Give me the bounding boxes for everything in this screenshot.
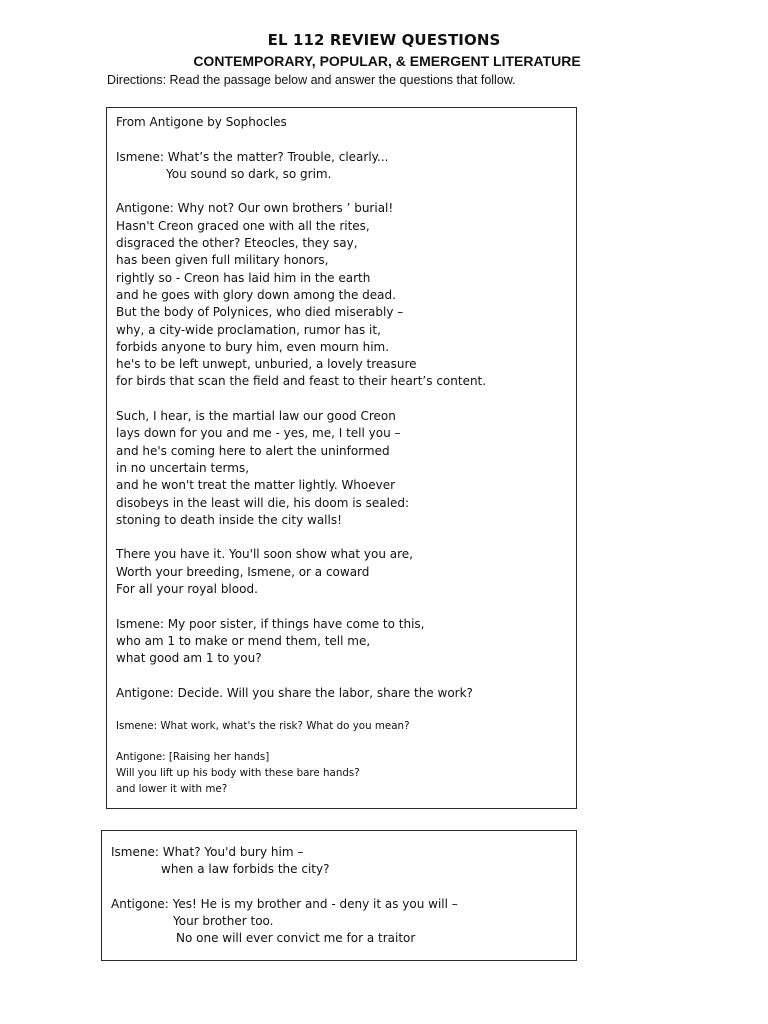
text-line: Antigone: [Raising her hands] bbox=[116, 751, 270, 764]
text-line: Such, I hear, is the martial law our good Creon bbox=[116, 409, 396, 424]
dialogue-ismene-4 bbox=[111, 844, 570, 879]
text-line: has been given full military honors, bbox=[116, 253, 329, 268]
text-line: he's to be left unwept, unburied, a lovely treasure bbox=[116, 357, 417, 372]
text-line: stoning to death inside the city walls! bbox=[116, 512, 342, 527]
passage-box-1 bbox=[106, 107, 577, 809]
text-line: and he's coming here to alert the uninformed bbox=[116, 443, 390, 458]
text-line: Antigone: Decide. Will you share the labor, share the work? bbox=[116, 685, 473, 700]
dialogue-ismene-3 bbox=[116, 719, 570, 735]
text-line: No one will ever convict me for a traitor bbox=[176, 931, 416, 946]
text-line: and he won't treat the matter lightly. Whoever bbox=[116, 478, 396, 493]
text-line: lays down for you and me - yes, me, I tell you – bbox=[116, 426, 401, 441]
passage-text bbox=[116, 114, 570, 798]
text-line: Worth your breeding, Ismene, or a coward bbox=[116, 564, 370, 579]
text-line: Antigone: Why not? Our own brothers ’ burial! bbox=[116, 201, 394, 216]
text-line: for birds that scan the field and feast to their heart’s content. bbox=[116, 374, 487, 389]
text-line: Ismene: What work, what's the risk? What do you mean? bbox=[116, 720, 410, 733]
dialogue-antigone-1 bbox=[116, 200, 570, 390]
text-line: From Antigone by Sophocles bbox=[116, 115, 287, 129]
dialogue-antigone-5 bbox=[116, 750, 570, 797]
text-line: Ismene: What? You'd bury him – bbox=[111, 845, 304, 859]
dialogue-antigone-2 bbox=[116, 408, 570, 529]
dialogue-antigone-6 bbox=[111, 896, 570, 948]
document-title: EL 112 REVIEW QUESTIONS bbox=[267, 31, 501, 49]
text-line: Hasn't Creon graced one with all the rites, bbox=[116, 218, 370, 233]
text-line: Ismene: What’s the matter? Trouble, clearly... bbox=[116, 149, 389, 164]
text-line: Your brother too. bbox=[173, 914, 274, 929]
text-line: what good am 1 to you? bbox=[116, 651, 262, 666]
text-line: Will you lift up his body with these bare hands? bbox=[116, 766, 360, 779]
text-line: and he goes with glory down among the dead. bbox=[116, 287, 396, 302]
text-line: For all your royal blood. bbox=[116, 582, 258, 597]
text-line: why, a city-wide proclamation, rumor has it, bbox=[116, 322, 381, 337]
text-line: Antigone: Yes! He is my brother and - deny it as you will – bbox=[111, 896, 458, 911]
directions-text: Directions: Read the passage below and answer the questions that follow. bbox=[107, 73, 516, 87]
text-line: in no uncertain terms, bbox=[116, 460, 250, 475]
text-line: disgraced the other? Eteocles, they say, bbox=[116, 236, 358, 251]
text-line: and lower it with me? bbox=[116, 782, 228, 795]
passage-box-2 bbox=[101, 830, 577, 961]
text-line: But the body of Polynices, who died miserably – bbox=[116, 305, 404, 320]
dialogue-antigone-4 bbox=[116, 685, 570, 702]
text-line: There you have it. You'll soon show what you are, bbox=[116, 547, 413, 562]
passage-source bbox=[116, 114, 570, 131]
text-line: rightly so - Creon has laid him in the earth bbox=[116, 270, 371, 285]
dialogue-ismene-1 bbox=[116, 149, 570, 184]
passage-text bbox=[111, 844, 570, 948]
text-line: You sound so dark, so grim. bbox=[166, 166, 332, 181]
text-line: Ismene: My poor sister, if things have come to this, bbox=[116, 616, 425, 631]
text-line: disobeys in the least will die, his doom is sealed: bbox=[116, 495, 409, 510]
dialogue-antigone-3 bbox=[116, 546, 570, 598]
document-subtitle: CONTEMPORARY, POPULAR, & EMERGENT LITERATURE bbox=[193, 53, 581, 69]
dialogue-ismene-2 bbox=[116, 616, 570, 668]
text-line: forbids anyone to bury him, even mourn him. bbox=[116, 339, 390, 354]
text-line: who am 1 to make or mend them, tell me, bbox=[116, 633, 371, 648]
text-line: when a law forbids the city? bbox=[161, 862, 330, 877]
